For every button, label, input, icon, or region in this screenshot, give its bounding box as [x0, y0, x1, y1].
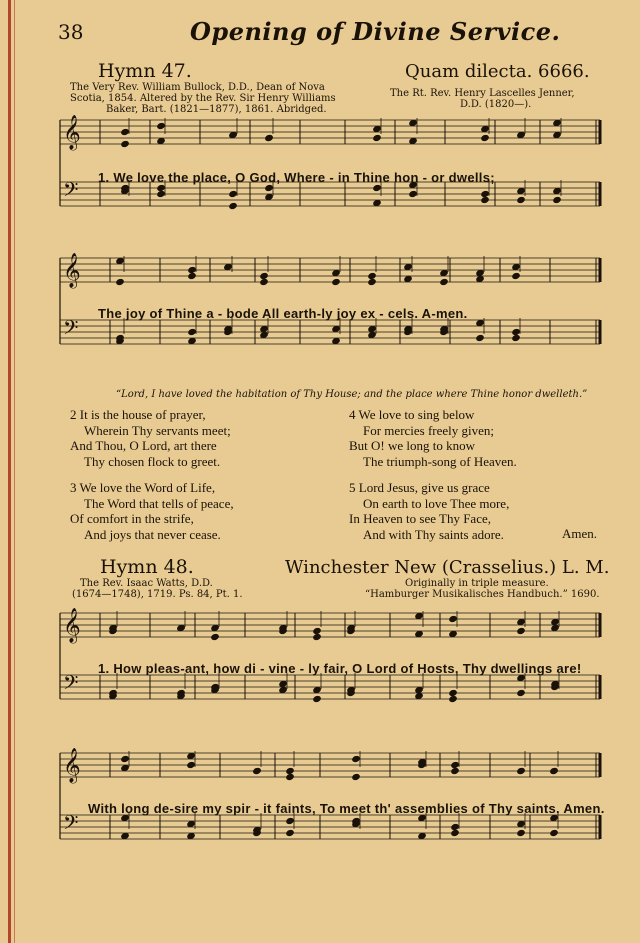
hymn-47-composer: The Rt. Rev. Henry Lascelles Jenner, D.D. (1820—).: [390, 88, 575, 110]
treble-clef-icon: 𝄞: [63, 608, 81, 643]
note-head: [252, 767, 262, 775]
note-head: [448, 695, 458, 703]
hymn-47-author: The Very Rev. William Bullock, D.D., Dean of Nova Scotia, 1854. Altered by the Rev. Sir Henry Williams Baker, Bart. (1821—1877), 1861. Abridged.: [70, 82, 336, 115]
note-head: [120, 140, 130, 148]
note-head: [549, 829, 559, 837]
note-head: [549, 767, 559, 775]
note-head: [351, 773, 361, 781]
hymn-48-number: Hymn 48.: [100, 556, 194, 578]
note-head: [187, 272, 197, 280]
note-head: [372, 134, 382, 142]
hymn-47-scripture-quote: “Lord, I have loved the habitation of Thy House; and the place where Thine honor dwelleth.”: [116, 389, 588, 400]
note-head: [516, 689, 526, 697]
hymn-48-score-system-2: [0, 745, 640, 895]
note-head: [259, 278, 269, 286]
hymn-47-lyric-line-1: 1. We love the place, O God, Where - in Thine hon - or dwells;: [98, 170, 495, 185]
stanza-4: 4 We love to sing below For mercies freely given; But O! we long to know The triumph-song of Heaven.: [349, 407, 517, 469]
stanza-2: 2 It is the house of prayer, Wherein Thy servants meet; And Thou, O Lord, art there Thy chosen flock to greet.: [70, 407, 231, 469]
hymn-47-lyric-line-2: The joy of Thine a - bode All earth-ly joy ex - cels. A-men.: [98, 306, 468, 321]
note-head: [264, 184, 274, 192]
bass-clef-icon: 𝄢: [63, 811, 79, 839]
hymn-48-composer: Originally in triple measure. “Hamburger Musikalisches Handbuch.” 1690.: [365, 578, 600, 600]
stanza-5: 5 Lord Jesus, give us grace On earth to love Thee more, In Heaven to see Thy Face, And with Thy saints adore.: [349, 480, 510, 542]
treble-clef-icon: 𝄞: [63, 748, 81, 783]
note-head: [312, 695, 322, 703]
note-head: [480, 134, 490, 142]
note-head: [475, 334, 485, 342]
note-head: [228, 190, 238, 198]
note-head: [367, 278, 377, 286]
note-head: [516, 627, 526, 635]
stanza-3: 3 We love the Word of Life, The Word that tells of peace, Of comfort in the strife, And joys that never cease.: [70, 480, 234, 542]
treble-clef-icon: 𝄞: [63, 253, 81, 288]
note-head: [552, 196, 562, 204]
note-head: [156, 122, 166, 130]
note-head: [450, 767, 460, 775]
note-head: [120, 128, 130, 136]
page-number: 38: [58, 20, 84, 44]
hymn-48-tune: Winchester New (Crasselius.) L. M.: [285, 557, 610, 578]
hymn-47-number: Hymn 47.: [98, 60, 192, 82]
note-head: [408, 190, 418, 198]
note-head: [228, 202, 238, 210]
note-head: [331, 278, 341, 286]
note-head: [264, 134, 274, 142]
note-head: [480, 196, 490, 204]
note-head: [439, 278, 449, 286]
note-head: [186, 761, 196, 769]
hymn-48-lyric-line-2: With long de-sire my spir - it faints, To meet th' assemblies of Thy saints. Amen.: [88, 801, 605, 816]
note-head: [115, 278, 125, 286]
note-head: [285, 817, 295, 825]
hymn-47-amen: Amen.: [562, 526, 598, 541]
bass-clef-icon: 𝄢: [63, 178, 79, 206]
note-head: [120, 755, 130, 763]
note-head: [187, 328, 197, 336]
hymn-48-lyric-line-1: 1. How pleas-ant, how di - vine - ly fair, O Lord of Hosts, Thy dwellings are!: [98, 661, 582, 676]
bass-clef-icon: 𝄢: [63, 316, 79, 344]
note-head: [285, 773, 295, 781]
note-head: [516, 196, 526, 204]
note-head: [285, 829, 295, 837]
treble-clef-icon: 𝄞: [63, 115, 81, 150]
hymn-48-author: The Rev. Isaac Watts, D.D. (1674—1748), 1719. Ps. 84, Pt. 1.: [72, 578, 243, 600]
note-head: [516, 829, 526, 837]
section-title: Opening of Divine Service.: [190, 17, 561, 46]
note-head: [156, 190, 166, 198]
note-head: [351, 755, 361, 763]
bass-clef-icon: 𝄢: [63, 671, 79, 699]
note-head: [210, 633, 220, 641]
note-head: [448, 615, 458, 623]
note-head: [450, 823, 460, 831]
note-head: [511, 272, 521, 280]
note-head: [516, 767, 526, 775]
note-head: [372, 184, 382, 192]
note-head: [511, 328, 521, 336]
note-head: [312, 633, 322, 641]
hymn-47-tune: Quam dilecta. 6666.: [405, 61, 590, 82]
